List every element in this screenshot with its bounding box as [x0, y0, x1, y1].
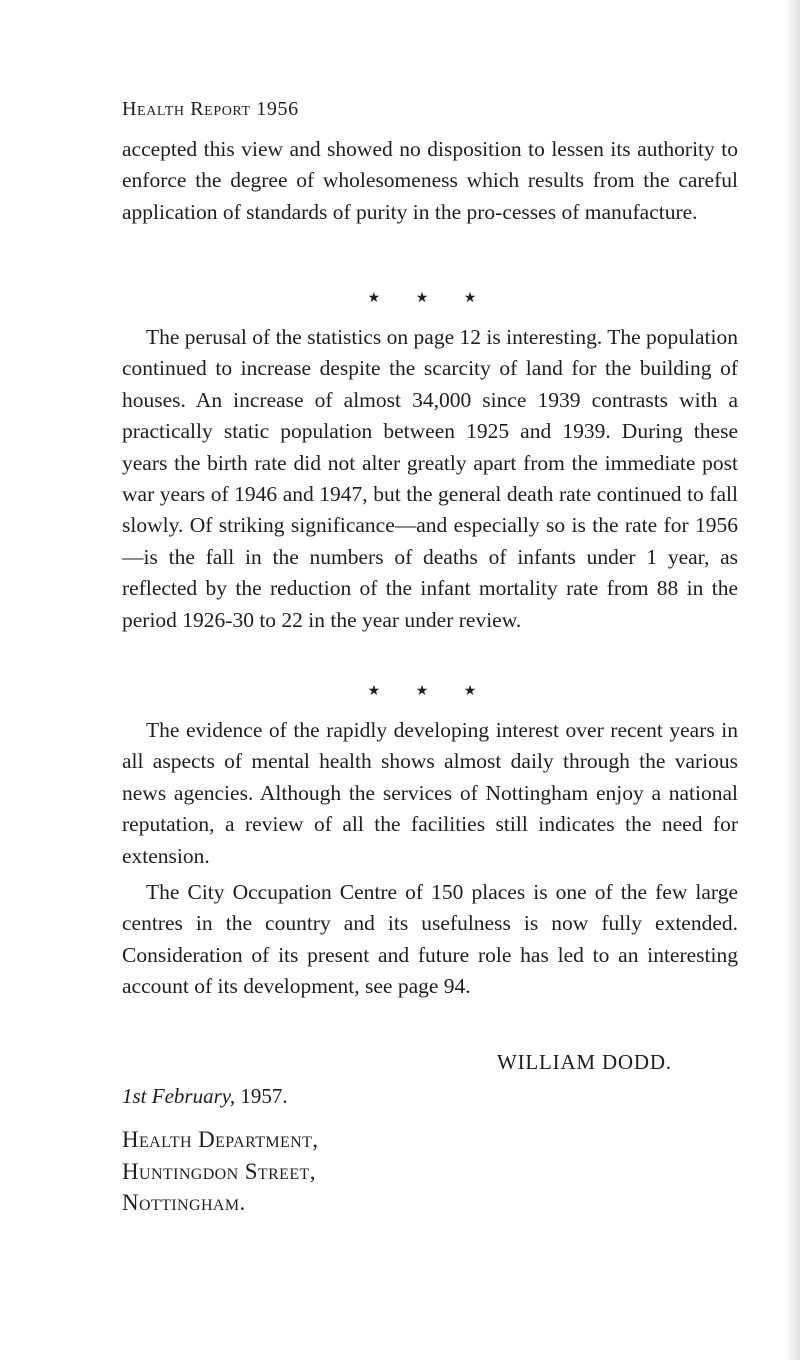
address-line-1: Health Department,	[122, 1127, 319, 1152]
paragraph-3: The evidence of the rapidly developing interest over recent years in all aspects of mental health shows almost daily through the various news agencies. Although the services of Nottingham enjoy a national reputation, a review of all the facilities still indicates the need for extension.	[122, 718, 738, 868]
date-line	[122, 1084, 288, 1109]
running-head: Health Report 1956	[122, 98, 299, 120]
paragraph-2: The perusal of the statistics on page 12 is interesting. The population continued to increase despite the scarcity of land for the building of houses. An increase of almost 34,000 since 1939 contrasts with a practically static population between 1925 and 1939. During these years the birth rate did not alter greatly apart from the immediate post war years of 1946 and 1947, but the general death rate continued to fall slowly. Of striking significance—and especially so is the rate for 1956—is the fall in the numbers of deaths of infants under 1 year, as reflected by the reduction of the infant mortality rate from 88 in the period 1926-30 to 22 in the year under review.	[122, 325, 738, 632]
date-year: 1957.	[240, 1084, 288, 1108]
date-day: 1st February,	[122, 1084, 236, 1108]
signature: WILLIAM DODD.	[497, 1050, 672, 1074]
address-block	[122, 1124, 318, 1219]
star-separator: ★ ★ ★	[367, 291, 493, 306]
address-line-3: Nottingham.	[122, 1190, 246, 1215]
page-edge-shadow	[786, 0, 800, 1360]
star-separator: ★ ★ ★	[367, 684, 493, 699]
paragraph-1: accepted this view and showed no disposition to lessen its authority to enforce the degree of wholesomeness which results from the careful application of standards of purity in the pro-cesses of manufacture.	[122, 137, 738, 224]
paragraph-4: The City Occupation Centre of 150 places is one of the few large centres in the country and its usefulness is now fully extended. Consideration of its present and future role has led to an interesting account of its development, see page 94.	[122, 880, 738, 999]
address-line-2: Huntingdon Street,	[122, 1158, 316, 1184]
